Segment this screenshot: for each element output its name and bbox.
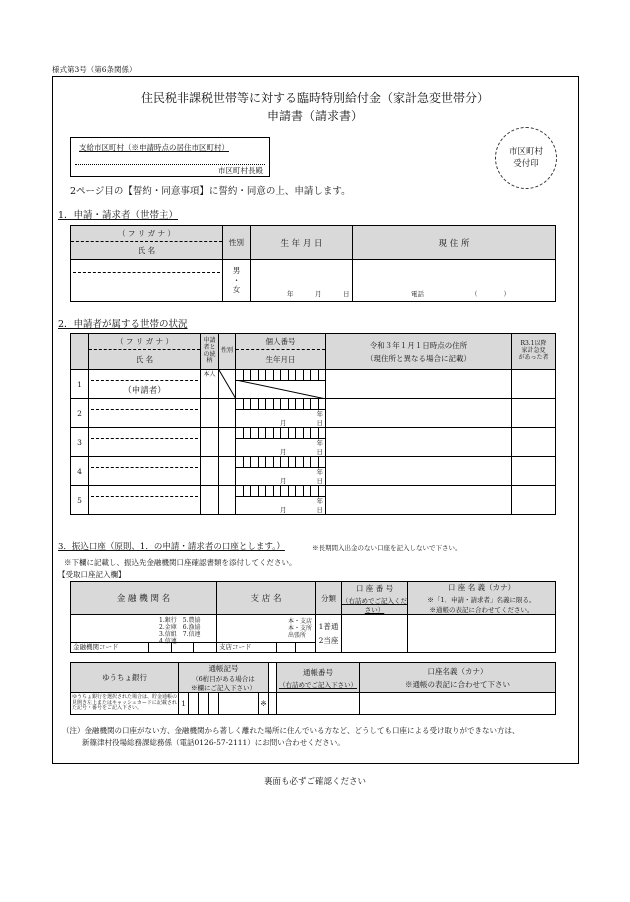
slash-mark [219,370,236,399]
section2-heading: 2．申請者が属する世帯の状況 [58,319,188,330]
household-row [71,428,556,457]
yucho-name-cell[interactable] [360,693,556,715]
section3-sub-note: ※下欄に記載し、振込先金融機関口座確認書類を添付してください。 [64,558,297,567]
change-header: R3.1以降 家計急変 があった者 [512,334,556,370]
member-change-cell[interactable] [512,457,556,486]
member-change-cell[interactable] [512,370,556,399]
passbook-number-cell[interactable] [277,693,360,715]
section1-heading: 1．申請・請求者（世帯主） [58,210,179,221]
symbol-digit[interactable] [199,693,209,715]
member-sex-cell[interactable] [219,486,236,515]
back-side-note: 裏面も必ずご確認ください [263,777,366,787]
member-change-cell[interactable] [512,428,556,457]
member-name-cell[interactable] [89,486,201,515]
member-change-cell[interactable] [512,399,556,428]
member-name-header: （ フ リ ガ ナ ） 氏 名 [89,334,201,370]
account-type-cell[interactable]: 1普通 2当座 [316,615,342,653]
row-number: 4 [71,457,89,486]
account-bracket-label: 【受取口座記入欄】 [58,570,126,579]
member-jan1-address-cell[interactable] [326,399,512,428]
symbol-header: 通帳記号 （6桁目がある場合は ※欄にご記入下さい） [179,663,269,693]
row-number: 5 [71,486,89,515]
symbol-sixth-digit[interactable]: ※ [259,693,269,715]
applicant-marker: （申請者） [123,386,166,396]
applicant-table [70,225,556,302]
row-number: 1 [71,370,89,399]
symbol-digit[interactable] [189,693,199,715]
household-row [71,370,556,399]
row-number: 2 [71,399,89,428]
bank-account-table [70,581,556,653]
symbol-digit[interactable] [219,693,259,715]
member-relation-cell[interactable] [201,399,219,428]
member-name-cell[interactable] [89,370,201,399]
branch-name-cell[interactable]: 本・支店 本・支所 出張所 支店コード [217,615,316,653]
member-relation-cell[interactable] [201,428,219,457]
member-sex-cell[interactable] [219,399,236,428]
bank-name-cell[interactable]: 1.銀行 5.農協 2.金庫 6.漁協 3.信組 7.信連 4.信連 金融機関コード [71,615,217,653]
branch-code-boxes[interactable]: 支店コード [217,642,315,652]
account-name-header: 口 座 名 義（カナ） ※「1．申請・請求者」名義に限る。 ※通帳の表記に合わせてください。 [408,582,556,615]
account-name-cell[interactable] [408,615,556,653]
account-type-header: 分類 [316,582,342,615]
member-jan1-address-cell[interactable] [326,486,512,515]
member-jan1-address-cell[interactable] [326,370,512,399]
household-row [71,457,556,486]
sex-header: 性別 [223,226,251,260]
section3-heading-note: ※長期間入出金のない口座を記入しないで下さい。 [312,544,462,552]
symbol-digit[interactable] [209,693,219,715]
relation-header: 申請者との続柄 [201,334,219,370]
member-relation-cell[interactable]: 本人 [201,370,219,399]
symbol-first-digit: 1 [179,693,189,715]
mynumber-header: 個人番号 生年月日 [236,334,326,370]
yucho-header: ゆうちょ銀行 [71,663,179,693]
passbook-header: 通帳番号 （右詰めでご記入下さい） [277,663,360,693]
member-mynumber-cell[interactable]: 年 月 日 [236,428,326,457]
member-mynumber-cell[interactable]: 年 月 日 [236,399,326,428]
yucho-table [70,662,556,715]
member-name-cell[interactable] [89,457,201,486]
municipality-addressee: 市区町村長殿 [218,166,263,175]
reception-stamp: 市区町村 受付印 [495,127,557,189]
jan1-address-header: 令和３年１月１日時点の住所 （現住所と異なる場合に記載） [326,334,512,370]
member-relation-cell[interactable] [201,457,219,486]
member-mynumber-cell[interactable] [236,370,326,399]
footnote-line1: （注）金融機関の口座がない方、金融機関から著しく離れた場所に住んでいる方など、どうしても口座による受け取りができない方は、 [62,726,520,735]
applicant-sex-cell[interactable]: 男 ・ 女 [223,260,251,302]
member-sex-header: 性別 [219,334,236,370]
form-subtitle: 申請書（請求書） [266,109,363,123]
member-change-cell[interactable] [512,486,556,515]
address-header: 現 住 所 [353,226,556,260]
member-jan1-address-cell[interactable] [326,428,512,457]
form-title: 住民税非課税世帯等に対する臨時特別給付金（家計急変世帯分） [140,91,489,105]
bank-name-header: 金 融 機 関 名 [71,582,217,615]
yucho-note: ゆうちょ銀行を選択された場合は、貯金通帳の見開き左上またはキャッシュカードに記載された記号・番号をご記入下さい。 [71,693,179,715]
applicant-birth-cell[interactable]: 年 月 日 [251,260,353,302]
municipality-input[interactable] [76,156,265,170]
bank-code-boxes[interactable]: 金融機関コード [71,642,216,652]
section3-heading: 3．振込口座（原則、1．の申請・請求者の口座とします。） [58,542,285,552]
name-header-cell: （ フ リ ガ ナ ） 氏 名 [71,226,223,260]
branch-name-header: 支 店 名 [217,582,316,615]
slash-mark [236,380,326,399]
account-number-cell[interactable] [342,615,408,653]
row-number: 3 [71,428,89,457]
member-sex-cell[interactable] [219,457,236,486]
household-row [71,486,556,515]
municipality-label: 支給市区町村（※申請時点の居住市区町村） [79,143,229,152]
member-jan1-address-cell[interactable] [326,457,512,486]
account-number-header: 口 座 番 号 （右詰めでご記入ください） [342,583,407,614]
agreement-notice: 2ページ目の【誓約・同意事項】に誓約・同意の上、申請します。 [70,186,351,197]
member-name-cell[interactable] [89,428,201,457]
applicant-name-cell[interactable] [71,260,223,302]
member-sex-cell[interactable] [219,428,236,457]
member-relation-cell[interactable] [201,486,219,515]
yucho-name-header: 口座名義（カナ） ※通帳の表記に合わせて下さい [360,663,556,693]
footnote-line2: 新篠津村役場総務課総務係（電話0126-57-2111）にお問い合わせください。 [82,738,345,747]
household-row [71,399,556,428]
birth-header: 生 年 月 日 [251,226,353,260]
member-name-cell[interactable] [89,399,201,428]
member-sex-cell[interactable] [219,370,236,399]
member-mynumber-cell[interactable]: 年 月 日 [236,457,326,486]
applicant-address-cell[interactable]: 電話 （ ） [353,260,556,302]
household-table [70,333,556,515]
form-number: 様式第3号（第6条関係） [52,65,137,74]
member-mynumber-cell[interactable]: 年 月 日 [236,486,326,515]
